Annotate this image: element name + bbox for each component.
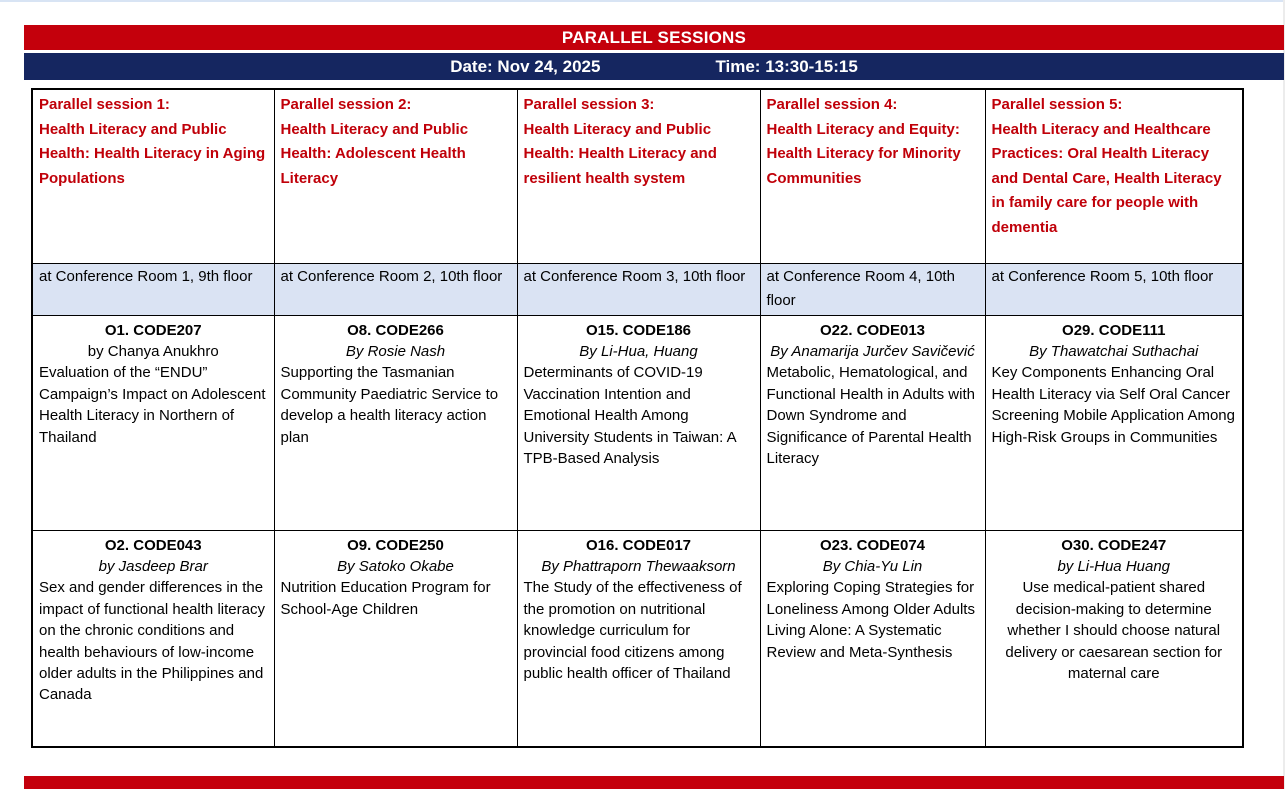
talk-title: Supporting the Tasmanian Community Paediatric Service to develop a health literacy action plan [280,364,499,446]
talk-o15-cell [517,315,760,530]
talk-code: O23. CODE074 [819,536,926,554]
talk-code: O9. CODE250 [347,536,444,554]
session-3-room-cell: at Conference Room 3, 10th floor [517,263,760,315]
talk-o16-cell [517,530,760,747]
talk-o30-cell [985,530,1243,747]
talk-code: O1. CODE207 [104,321,202,339]
talk-title: Key Components Enhancing Oral Health Literacy via Self Oral Cancer Screening Mobile Application Among High-Risk Groups in Communities [991,364,1235,446]
talk-author: by Chanya Anukhro [87,342,219,360]
date-label: Date: Nov 24, 2025 [450,56,601,76]
next-section-banner-edge [24,776,1284,789]
session-5-theme: Health Literacy and Healthcare Practices: Oral Health Literacy and Dental Care, Health Literacy in family care for people with dementia [991,120,1222,236]
talk-o9-cell [274,530,517,747]
session-2-label: Parallel session 2: [280,96,412,113]
talk-o29-cell [985,315,1243,530]
talk-author: By Anamarija Jurčev Savičević [770,342,975,360]
talk-author: By Li-Hua, Huang [579,342,698,360]
talk-code: O22. CODE013 [819,321,926,339]
talk-title: Exploring Coping Strategies for Loneliness Among Older Adults Living Alone: A Systematic Review and Meta-Synthesis [766,579,975,661]
talk-o23-cell [760,530,985,747]
talk-code: O16. CODE017 [585,536,692,554]
rooms-row [32,263,1243,315]
session-2-title-cell [274,89,517,263]
session-1-title-cell [32,89,274,263]
session-3-label: Parallel session 3: [523,96,655,113]
talk-author: by Jasdeep Brar [98,557,208,575]
talk-code: O2. CODE043 [104,536,202,554]
talk-code: O30. CODE247 [1061,536,1167,554]
talk-code: O29. CODE111 [1062,321,1166,339]
session-2-theme: Health Literacy and Public Health: Adolescent Health Literacy [280,120,469,187]
datetime-banner [24,53,1284,80]
session-3-theme: Health Literacy and Public Health: Health Literacy and resilient health system [523,120,717,187]
talk-title: Nutrition Education Program for School-Age Children [280,579,491,618]
session-titles-row [32,89,1243,263]
page-title: PARALLEL SESSIONS [561,27,747,47]
talk-title: The Study of the effectiveness of the promotion on nutritional knowledge curriculum for provincial food citizens among public health officer of Thailand [523,579,742,682]
talk-title: Use medical-patient shared decision-making to determine whether I should choose natural delivery or caesarean section for maternal care [1005,579,1223,682]
session-4-theme: Health Literacy and Equity: Health Literacy for Minority Communities [766,120,961,187]
talk-title: Determinants of COVID-19 Vaccination Intention and Emotional Health Among University Students in Taiwan: A TPB-Based Analysis [523,364,736,467]
talk-title: Evaluation of the “ENDU” Campaign’s Impact on Adolescent Health Literacy in Northern of Thailand [39,364,266,446]
sessions-table [31,88,1244,748]
time-label: Time: 13:30-15:15 [715,56,858,76]
window-top-edge [0,0,1285,2]
talk-code: O8. CODE266 [347,321,444,339]
session-5-room-cell: at Conference Room 5, 10th floor [985,263,1243,315]
session-1-room-cell: at Conference Room 1, 9th floor [32,263,274,315]
talk-author: By Thawatchai Suthachai [1029,342,1199,360]
session-3-title-cell [517,89,760,263]
session-2-room-cell: at Conference Room 2, 10th floor [274,263,517,315]
talk-title: Sex and gender differences in the impact of functional health literacy on the chronic conditions and health behaviours of low-income older adults in the Philippines and Canada [39,579,265,704]
talk-o8-cell [274,315,517,530]
session-4-title-cell [760,89,985,263]
talk-o22-cell [760,315,985,530]
talk-o1-cell [32,315,274,530]
talk-author: By Rosie Nash [345,342,446,360]
session-4-room-cell: at Conference Room 4, 10th floor [760,263,985,315]
main-title-banner [24,25,1284,50]
talk-o2-cell [32,530,274,747]
session-5-label: Parallel session 5: [991,96,1123,113]
session-4-label: Parallel session 4: [766,96,898,113]
second-talks-row [32,530,1243,747]
talk-author: By Phattraporn Thewaaksorn [541,557,736,575]
session-1-theme: Health Literacy and Public Health: Health Literacy in Aging Populations [39,120,266,187]
talk-title: Metabolic, Hematological, and Functional Health in Adults with Down Syndrome and Significance of Parental Health Literacy [766,364,975,467]
session-1-label: Parallel session 1: [39,96,170,113]
talk-author: By Satoko Okabe [337,557,454,575]
talk-author: by Li-Hua Huang [1057,557,1171,575]
first-talks-row [32,315,1243,530]
talk-author: By Chia-Yu Lin [822,557,923,575]
talk-code: O15. CODE186 [585,321,692,339]
session-5-title-cell [985,89,1243,263]
